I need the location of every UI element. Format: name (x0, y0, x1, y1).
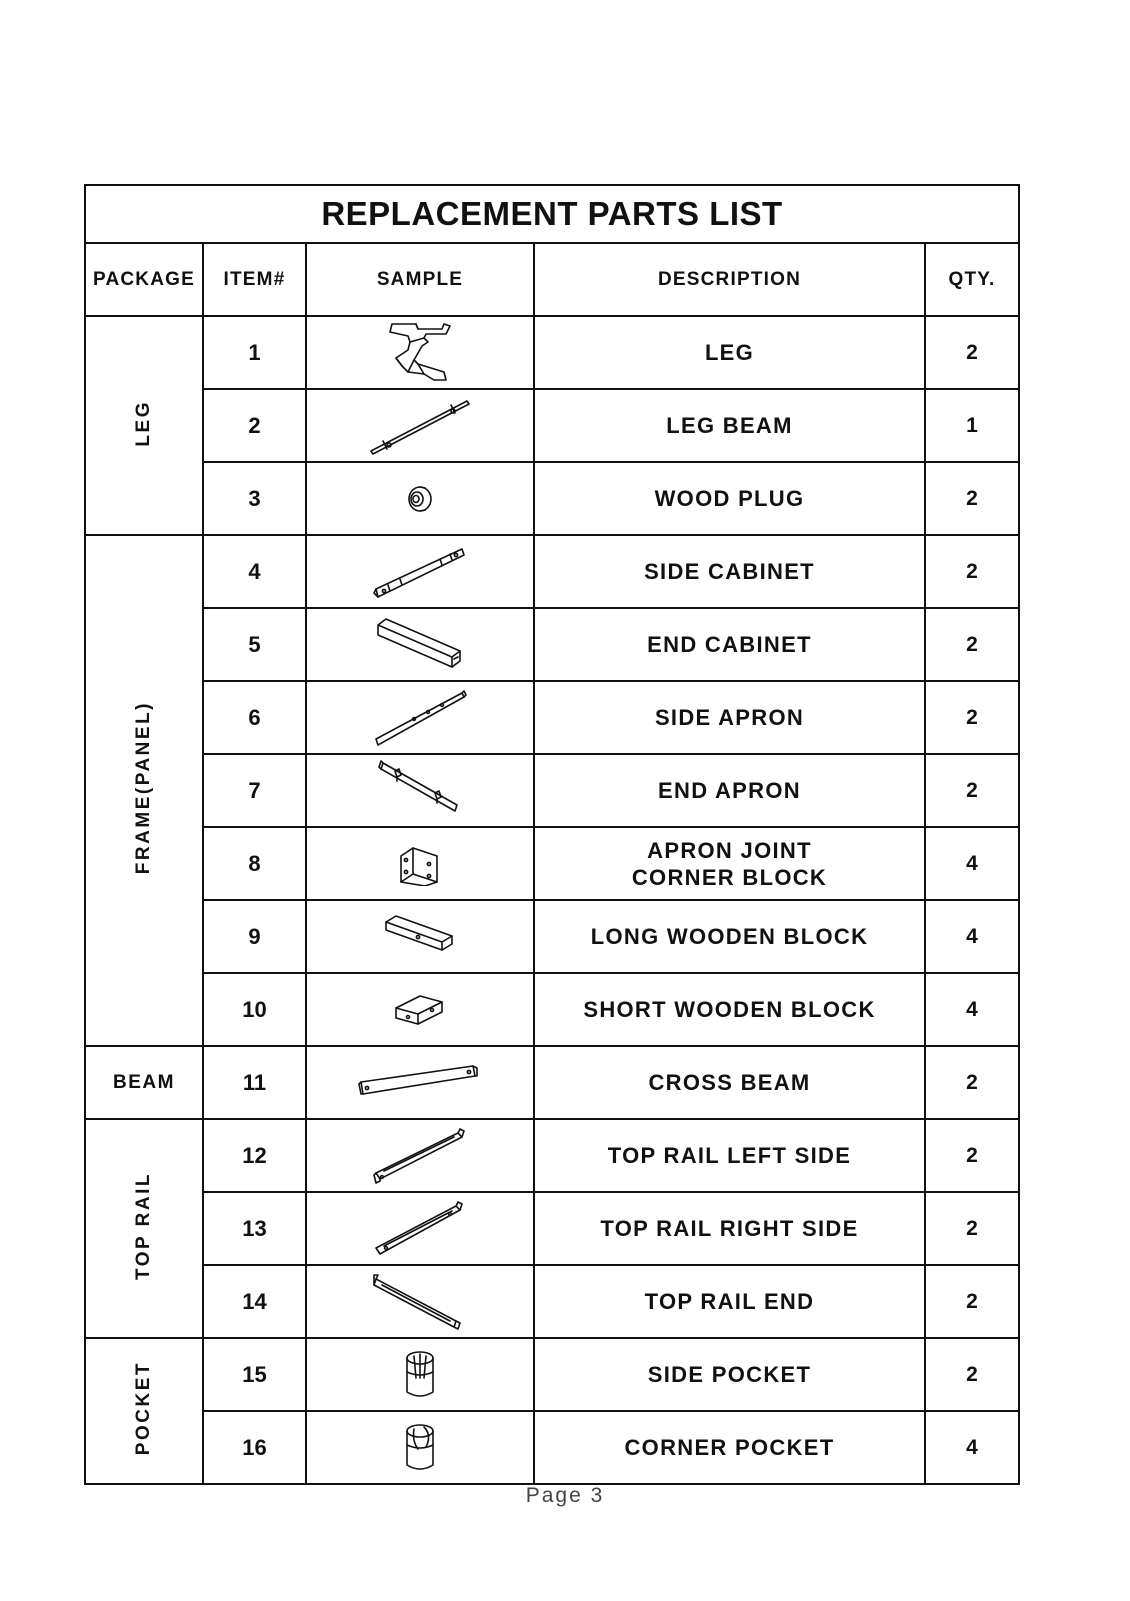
end-cabinet-icon (306, 608, 534, 681)
part-description: CROSS BEAM (534, 1046, 925, 1119)
part-qty: 1 (925, 389, 1019, 462)
corner-pocket-icon (306, 1411, 534, 1484)
table-row (85, 535, 1019, 608)
item-number: 14 (203, 1265, 306, 1338)
part-qty: 4 (925, 827, 1019, 900)
part-description: SIDE APRON (534, 681, 925, 754)
parts-list-sheet (84, 184, 1018, 1498)
item-number: 1 (203, 316, 306, 389)
leg-beam-icon (306, 389, 534, 462)
header-description: DESCRIPTION (534, 243, 925, 316)
part-qty: 2 (925, 535, 1019, 608)
leg-icon (306, 316, 534, 389)
part-description: TOP RAIL END (534, 1265, 925, 1338)
table-row (85, 389, 1019, 462)
item-number: 9 (203, 900, 306, 973)
item-number: 7 (203, 754, 306, 827)
part-qty: 2 (925, 462, 1019, 535)
part-qty: 2 (925, 1265, 1019, 1338)
part-description: LEG (534, 316, 925, 389)
part-description: WOOD PLUG (534, 462, 925, 535)
table-row (85, 608, 1019, 681)
part-qty: 4 (925, 900, 1019, 973)
cross-beam-icon (306, 1046, 534, 1119)
package-label: FRAME(PANEL) (133, 701, 154, 875)
header-sample: SAMPLE (306, 243, 534, 316)
part-qty: 2 (925, 1192, 1019, 1265)
item-number: 6 (203, 681, 306, 754)
part-description: LEG BEAM (534, 389, 925, 462)
part-description: END CABINET (534, 608, 925, 681)
table-row (85, 1338, 1019, 1411)
table-row (85, 316, 1019, 389)
table-row (85, 1265, 1019, 1338)
part-description: APRON JOINT CORNER BLOCK (534, 827, 925, 900)
table-row (85, 1411, 1019, 1484)
table-row (85, 1046, 1019, 1119)
item-number: 12 (203, 1119, 306, 1192)
part-qty: 2 (925, 754, 1019, 827)
package-cell-frame (85, 535, 203, 1046)
item-number: 2 (203, 389, 306, 462)
package-cell-leg (85, 316, 203, 535)
side-pocket-icon (306, 1338, 534, 1411)
package-cell-top-rail (85, 1119, 203, 1338)
page-number: Page 3 (525, 1484, 605, 1507)
table-row (85, 1192, 1019, 1265)
part-qty: 4 (925, 1411, 1019, 1484)
corner-block-icon (306, 827, 534, 900)
top-rail-right-icon (306, 1192, 534, 1265)
package-label: TOP RAIL (133, 1172, 154, 1280)
package-label: POCKET (133, 1361, 154, 1456)
table-row (85, 1119, 1019, 1192)
part-description: END APRON (534, 754, 925, 827)
long-wooden-block-icon (306, 900, 534, 973)
side-apron-icon (306, 681, 534, 754)
side-cabinet-icon (306, 535, 534, 608)
part-description: TOP RAIL RIGHT SIDE (534, 1192, 925, 1265)
package-label: LEG (133, 399, 154, 447)
header-qty: QTY. (925, 243, 1019, 316)
package-cell-pocket (85, 1338, 203, 1484)
item-number: 11 (203, 1046, 306, 1119)
wood-plug-icon (306, 462, 534, 535)
part-description: CORNER POCKET (534, 1411, 925, 1484)
header-item: ITEM# (203, 243, 306, 316)
item-number: 3 (203, 462, 306, 535)
table-row (85, 827, 1019, 900)
package-label: BEAM (113, 1071, 175, 1093)
table-row (85, 462, 1019, 535)
top-rail-left-icon (306, 1119, 534, 1192)
part-qty: 2 (925, 1046, 1019, 1119)
part-qty: 2 (925, 1338, 1019, 1411)
table-row (85, 681, 1019, 754)
parts-table (84, 184, 1020, 1485)
table-title: REPLACEMENT PARTS LIST (85, 185, 1019, 243)
item-number: 5 (203, 608, 306, 681)
table-row (85, 900, 1019, 973)
part-qty: 2 (925, 316, 1019, 389)
item-number: 8 (203, 827, 306, 900)
part-qty: 2 (925, 1119, 1019, 1192)
item-number: 10 (203, 973, 306, 1046)
item-number: 15 (203, 1338, 306, 1411)
table-row (85, 973, 1019, 1046)
top-rail-end-icon (306, 1265, 534, 1338)
table-row (85, 754, 1019, 827)
item-number: 16 (203, 1411, 306, 1484)
part-description: TOP RAIL LEFT SIDE (534, 1119, 925, 1192)
part-description: SIDE POCKET (534, 1338, 925, 1411)
part-qty: 4 (925, 973, 1019, 1046)
short-wooden-block-icon (306, 973, 534, 1046)
item-number: 13 (203, 1192, 306, 1265)
header-package: PACKAGE (85, 243, 203, 316)
package-cell-beam (85, 1046, 203, 1119)
end-apron-icon (306, 754, 534, 827)
part-qty: 2 (925, 681, 1019, 754)
item-number: 4 (203, 535, 306, 608)
part-description: LONG WOODEN BLOCK (534, 900, 925, 973)
part-description: SIDE CABINET (534, 535, 925, 608)
part-description: SHORT WOODEN BLOCK (534, 973, 925, 1046)
part-qty: 2 (925, 608, 1019, 681)
